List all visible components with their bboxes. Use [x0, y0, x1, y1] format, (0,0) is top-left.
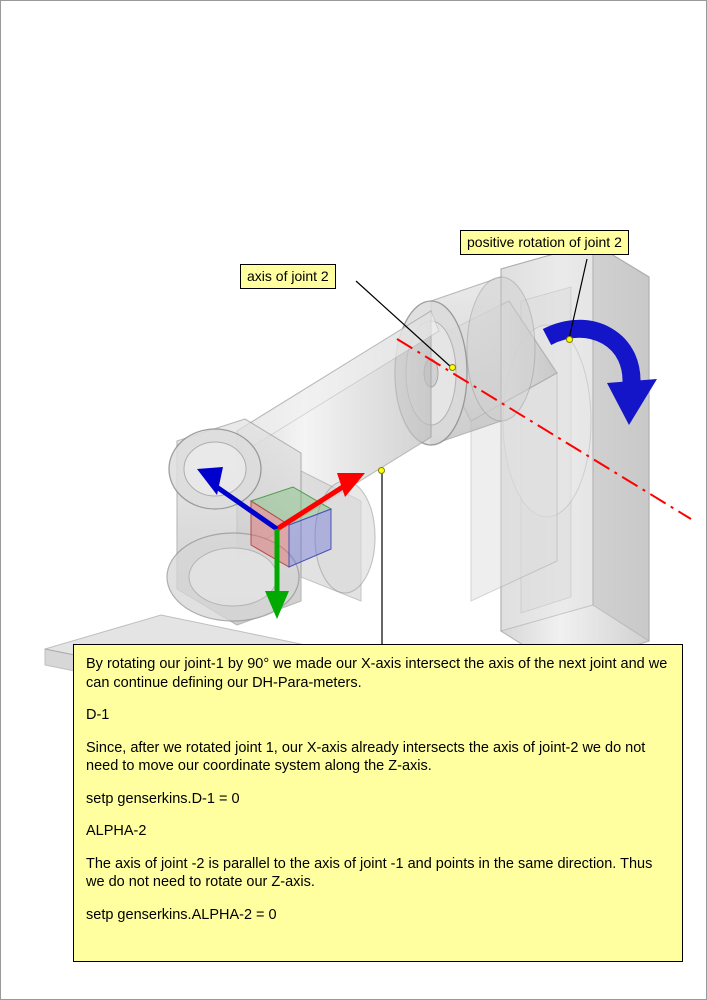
- callout-axis-of-joint-2: axis of joint 2: [240, 264, 336, 289]
- explanation-note-box: [73, 644, 683, 962]
- note-heading-d1: D-1: [86, 707, 110, 724]
- note-paragraph-intro: By rotating our joint-1 by 90° we made our X-axis intersect the axis of the next joint and we can continue defining our DH-Para-meters.: [86, 656, 668, 691]
- callout-positive-rotation-of-joint-2: positive rotation of joint 2: [460, 230, 629, 255]
- joint-marker-axis: [449, 364, 456, 371]
- note-heading-alpha2: ALPHA-2: [86, 823, 147, 840]
- note-command-alpha2: setp genserkins.ALPHA-2 = 0: [86, 906, 277, 923]
- note-paragraph-alpha2: The axis of joint -2 is parallel to the axis of joint -1 and points in the same direction. Thus we do not need to rotate our Z-axis.: [86, 855, 653, 891]
- joint-marker-origin: [378, 467, 385, 474]
- note-command-d1: setp genserkins.D-1 = 0: [86, 790, 240, 807]
- joint-marker-rotation: [566, 336, 573, 343]
- note-paragraph-d1: Since, after we rotated joint 1, our X-axis already intersects the axis of joint-2 we do not need to move our coordinate system along the Z-axis.: [86, 739, 646, 775]
